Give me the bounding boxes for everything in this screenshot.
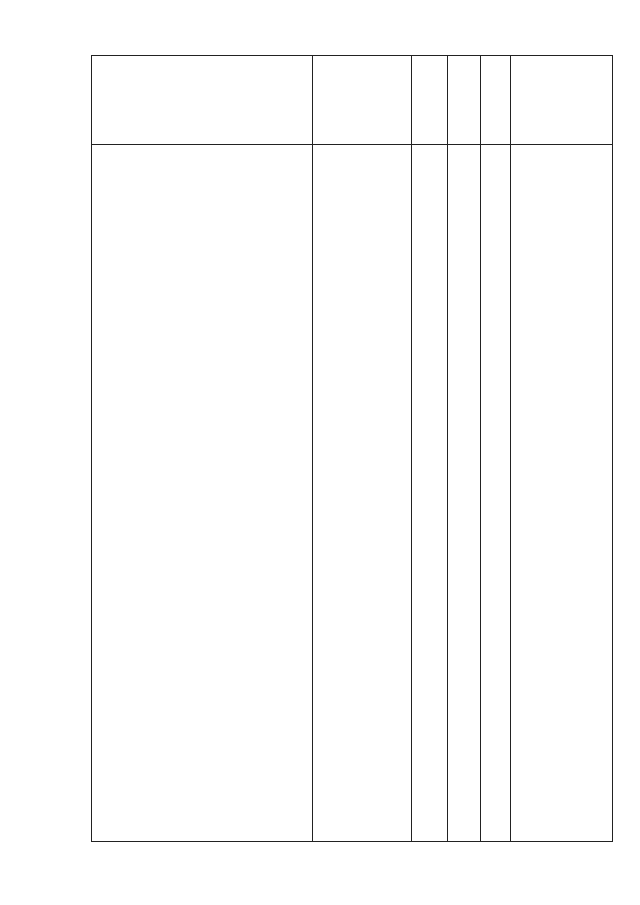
- column-divider: [480, 56, 481, 841]
- column-divider: [312, 56, 313, 841]
- table-header: [92, 56, 612, 145]
- column-divider: [510, 56, 511, 841]
- column-divider: [411, 56, 412, 841]
- header-code-cell: [312, 56, 411, 145]
- budget-table: [91, 55, 613, 842]
- column-divider: [447, 56, 448, 841]
- header-name: [92, 56, 312, 145]
- header-subsection-cell: [480, 56, 510, 145]
- header-section-cell: [447, 56, 480, 145]
- header-sum: [510, 56, 614, 145]
- header-group-cell: [411, 56, 447, 145]
